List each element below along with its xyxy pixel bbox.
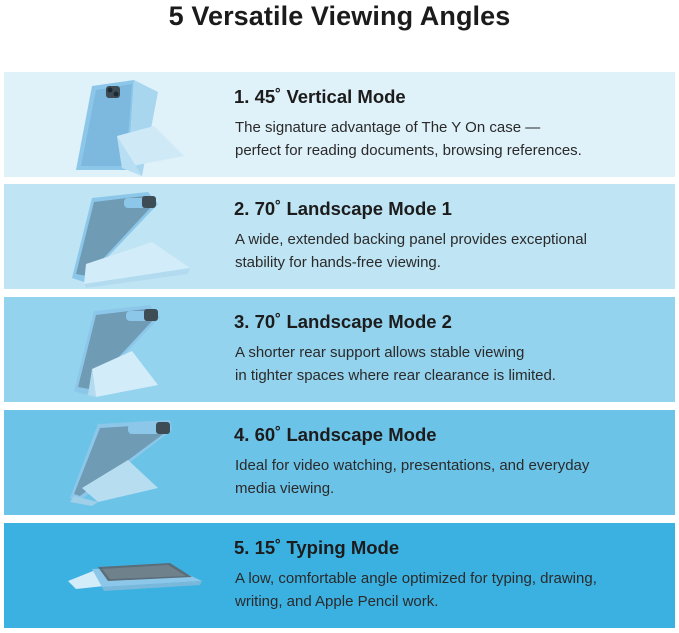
- description-line: A low, comfortable angle optimized for typing, drawing,: [235, 570, 597, 587]
- description-line: media viewing.: [235, 480, 335, 497]
- description-line: in tighter spaces where rear clearance is limited.: [235, 367, 556, 384]
- panel-description: [235, 228, 665, 274]
- description-line: perfect for reading documents, browsing references.: [235, 142, 582, 159]
- tablet-flat-typing-illustration: [62, 523, 212, 628]
- tablet-landscape-short-stand-illustration: [62, 297, 212, 402]
- panel-heading: 2. 70˚ Landscape Mode 1: [234, 198, 452, 219]
- panel-heading: 5. 15˚ Typing Mode: [234, 537, 400, 558]
- viewing-angle-panel-5: [4, 523, 675, 628]
- viewing-angle-panel-3: [4, 297, 675, 402]
- description-line: stability for hands-free viewing.: [235, 254, 441, 271]
- panel-description: [235, 454, 665, 500]
- panel-description: [235, 567, 665, 613]
- viewing-angle-panel-2: [4, 184, 675, 289]
- panel-heading: 3. 70˚ Landscape Mode 2: [234, 311, 452, 332]
- panel-description: [235, 116, 665, 162]
- description-line: The signature advantage of The Y On case —: [235, 119, 541, 136]
- panel-heading: 1. 45˚ Vertical Mode: [234, 86, 406, 107]
- description-line: A wide, extended backing panel provides exceptional: [235, 231, 587, 248]
- panel-description: [235, 341, 665, 387]
- tablet-vertical-stand-illustration: [62, 72, 212, 177]
- page-title: 5 Versatile Viewing Angles: [168, 1, 511, 31]
- tablet-landscape-tri-fold-illustration: [62, 410, 212, 515]
- viewing-angle-panel-1: [4, 72, 675, 177]
- description-line: writing, and Apple Pencil work.: [235, 593, 439, 610]
- tablet-landscape-wide-stand-illustration: [62, 184, 212, 289]
- viewing-angle-panel-4: [4, 410, 675, 515]
- description-line: Ideal for video watching, presentations, and everyday: [235, 457, 590, 474]
- description-line: A shorter rear support allows stable viewing: [235, 344, 525, 361]
- panel-heading: 4. 60˚ Landscape Mode: [234, 424, 437, 445]
